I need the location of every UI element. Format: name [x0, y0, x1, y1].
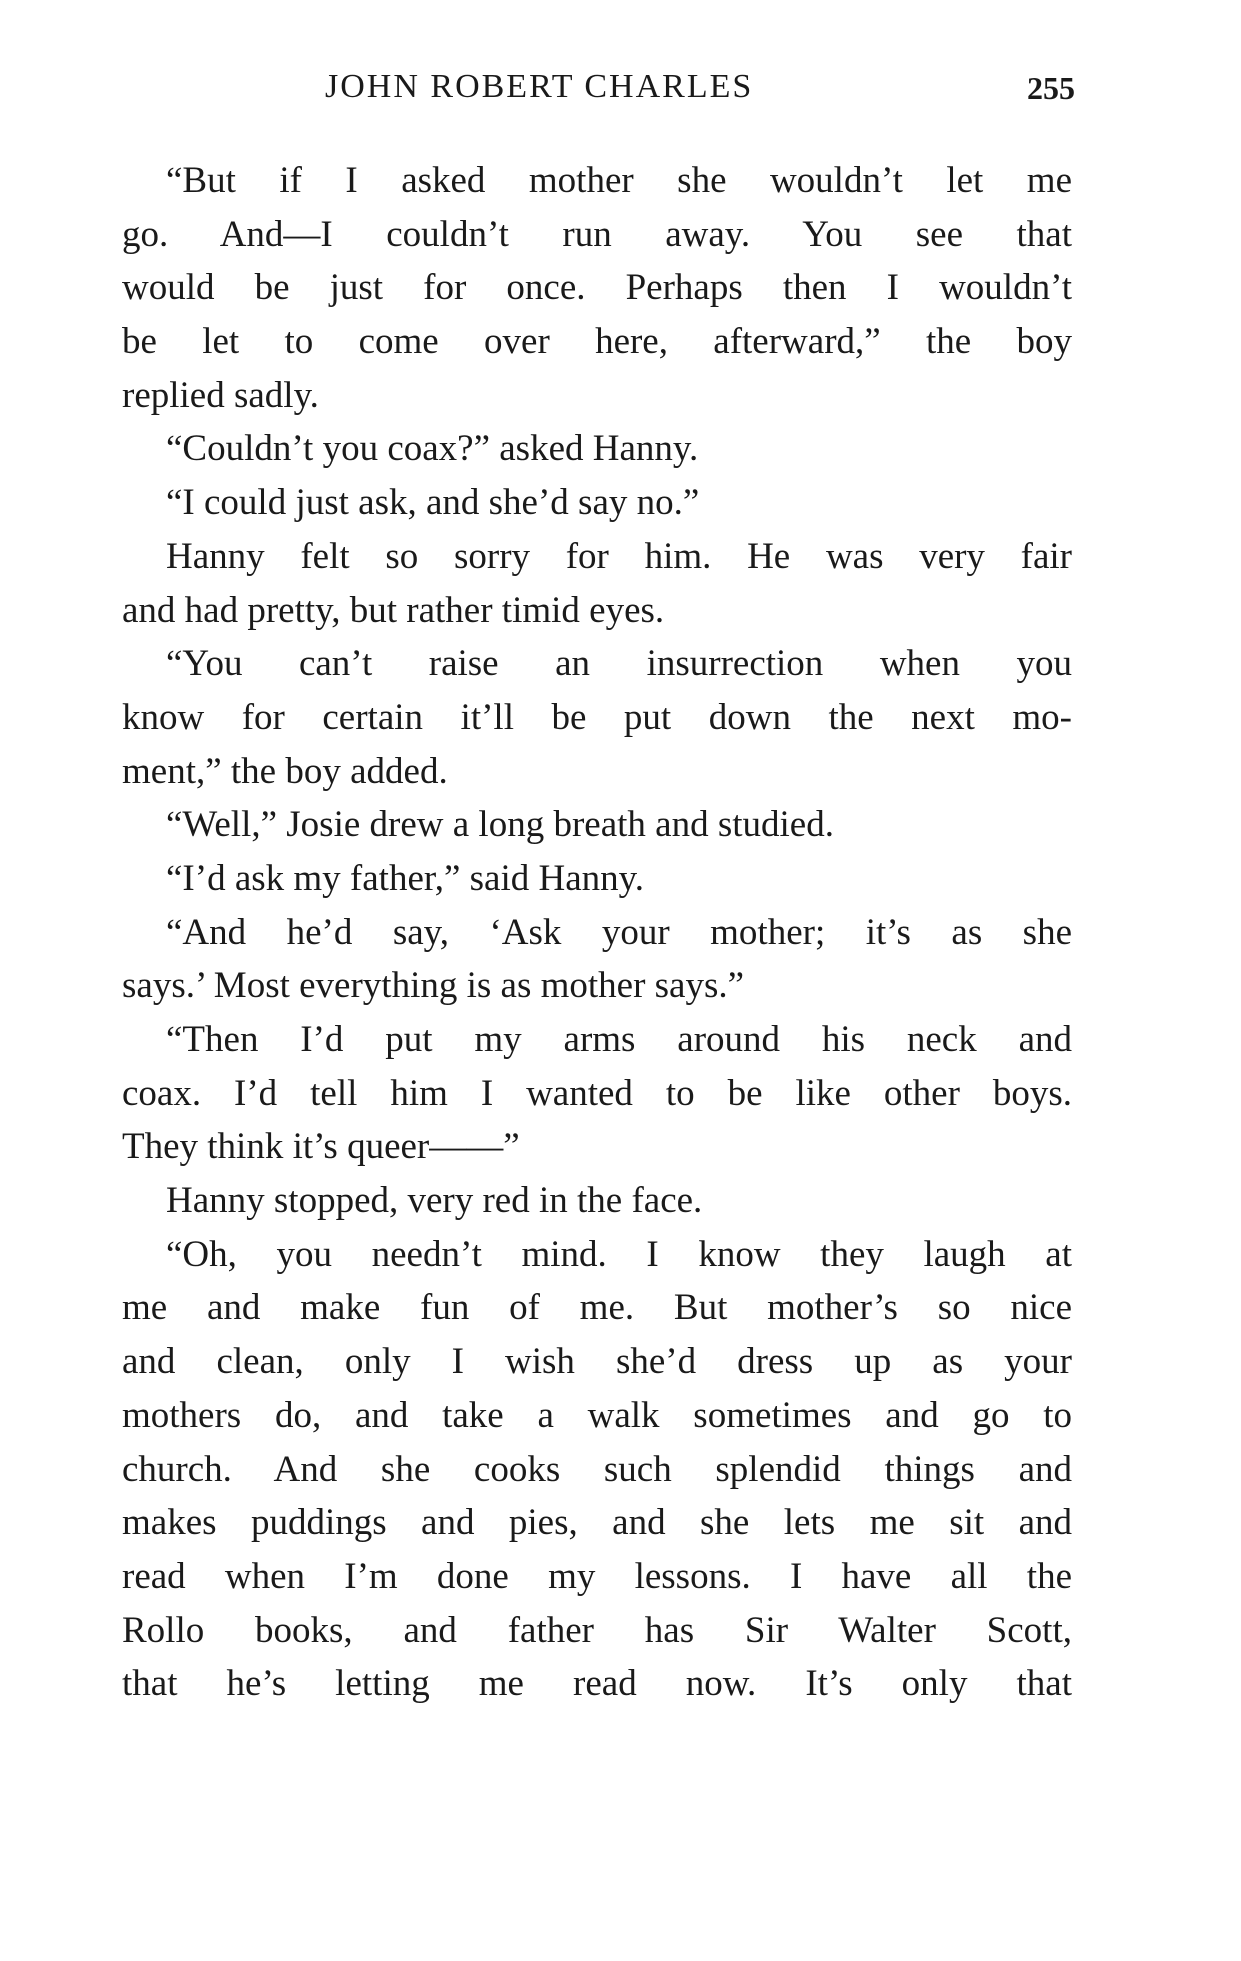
- text-line: mothers do, and take a walk sometimes and go to: [122, 1394, 1072, 1436]
- text-line: They think it’s queer——”: [122, 1126, 520, 1168]
- text-line: go. And—I couldn’t run away. You see that: [122, 213, 1072, 255]
- text-line: “You can’t raise an insurrection when you: [166, 643, 1072, 685]
- text-line: makes puddings and pies, and she lets me sit and: [122, 1502, 1072, 1544]
- text-line: me and make fun of me. But mother’s so nice: [122, 1287, 1072, 1329]
- text-line: “I’d ask my father,” said Hanny.: [166, 857, 644, 899]
- text-line: says.’ Most everything is as mother says.”: [122, 965, 745, 1007]
- text-line: Rollo books, and father has Sir Walter Scott,: [122, 1609, 1072, 1651]
- text-line: “Couldn’t you coax?” asked Hanny.: [166, 428, 699, 470]
- text-line: replied sadly.: [122, 374, 319, 416]
- text-line: church. And she cooks such splendid things and: [122, 1448, 1072, 1490]
- text-line: “Well,” Josie drew a long breath and studied.: [166, 804, 834, 846]
- running-head: [120, 60, 1075, 110]
- text-line: would be just for once. Perhaps then I wouldn’t: [122, 267, 1072, 309]
- text-line: and had pretty, but rather timid eyes.: [122, 589, 665, 631]
- text-line: Hanny felt so sorry for him. He was very fair: [166, 535, 1072, 577]
- page-number: 255: [1027, 70, 1075, 106]
- text-line: “And he’d say, ‘Ask your mother; it’s as she: [166, 911, 1072, 953]
- text-line: “Oh, you needn’t mind. I know they laugh at: [166, 1233, 1072, 1275]
- text-line: “I could just ask, and she’d say no.”: [166, 482, 700, 524]
- text-line: read when I’m done my lessons. I have all the: [122, 1555, 1072, 1597]
- text-line: and clean, only I wish she’d dress up as your: [122, 1341, 1072, 1383]
- text-line: know for certain it’ll be put down the next mo-: [122, 696, 1072, 738]
- body-text: [122, 154, 1072, 1711]
- text-line: Hanny stopped, very red in the face.: [166, 1180, 703, 1222]
- text-line: that he’s letting me read now. It’s only that: [122, 1663, 1072, 1705]
- text-line: be let to come over here, afterward,” the boy: [122, 321, 1072, 363]
- text-line: “Then I’d put my arms around his neck and: [166, 1019, 1072, 1060]
- text-line: coax. I’d tell him I wanted to be like other boys.: [122, 1072, 1072, 1114]
- running-head-title: JOHN ROBERT CHARLES: [325, 68, 754, 105]
- text-line: “But if I asked mother she wouldn’t let me: [166, 160, 1072, 201]
- text-line: ment,” the boy added.: [122, 750, 448, 792]
